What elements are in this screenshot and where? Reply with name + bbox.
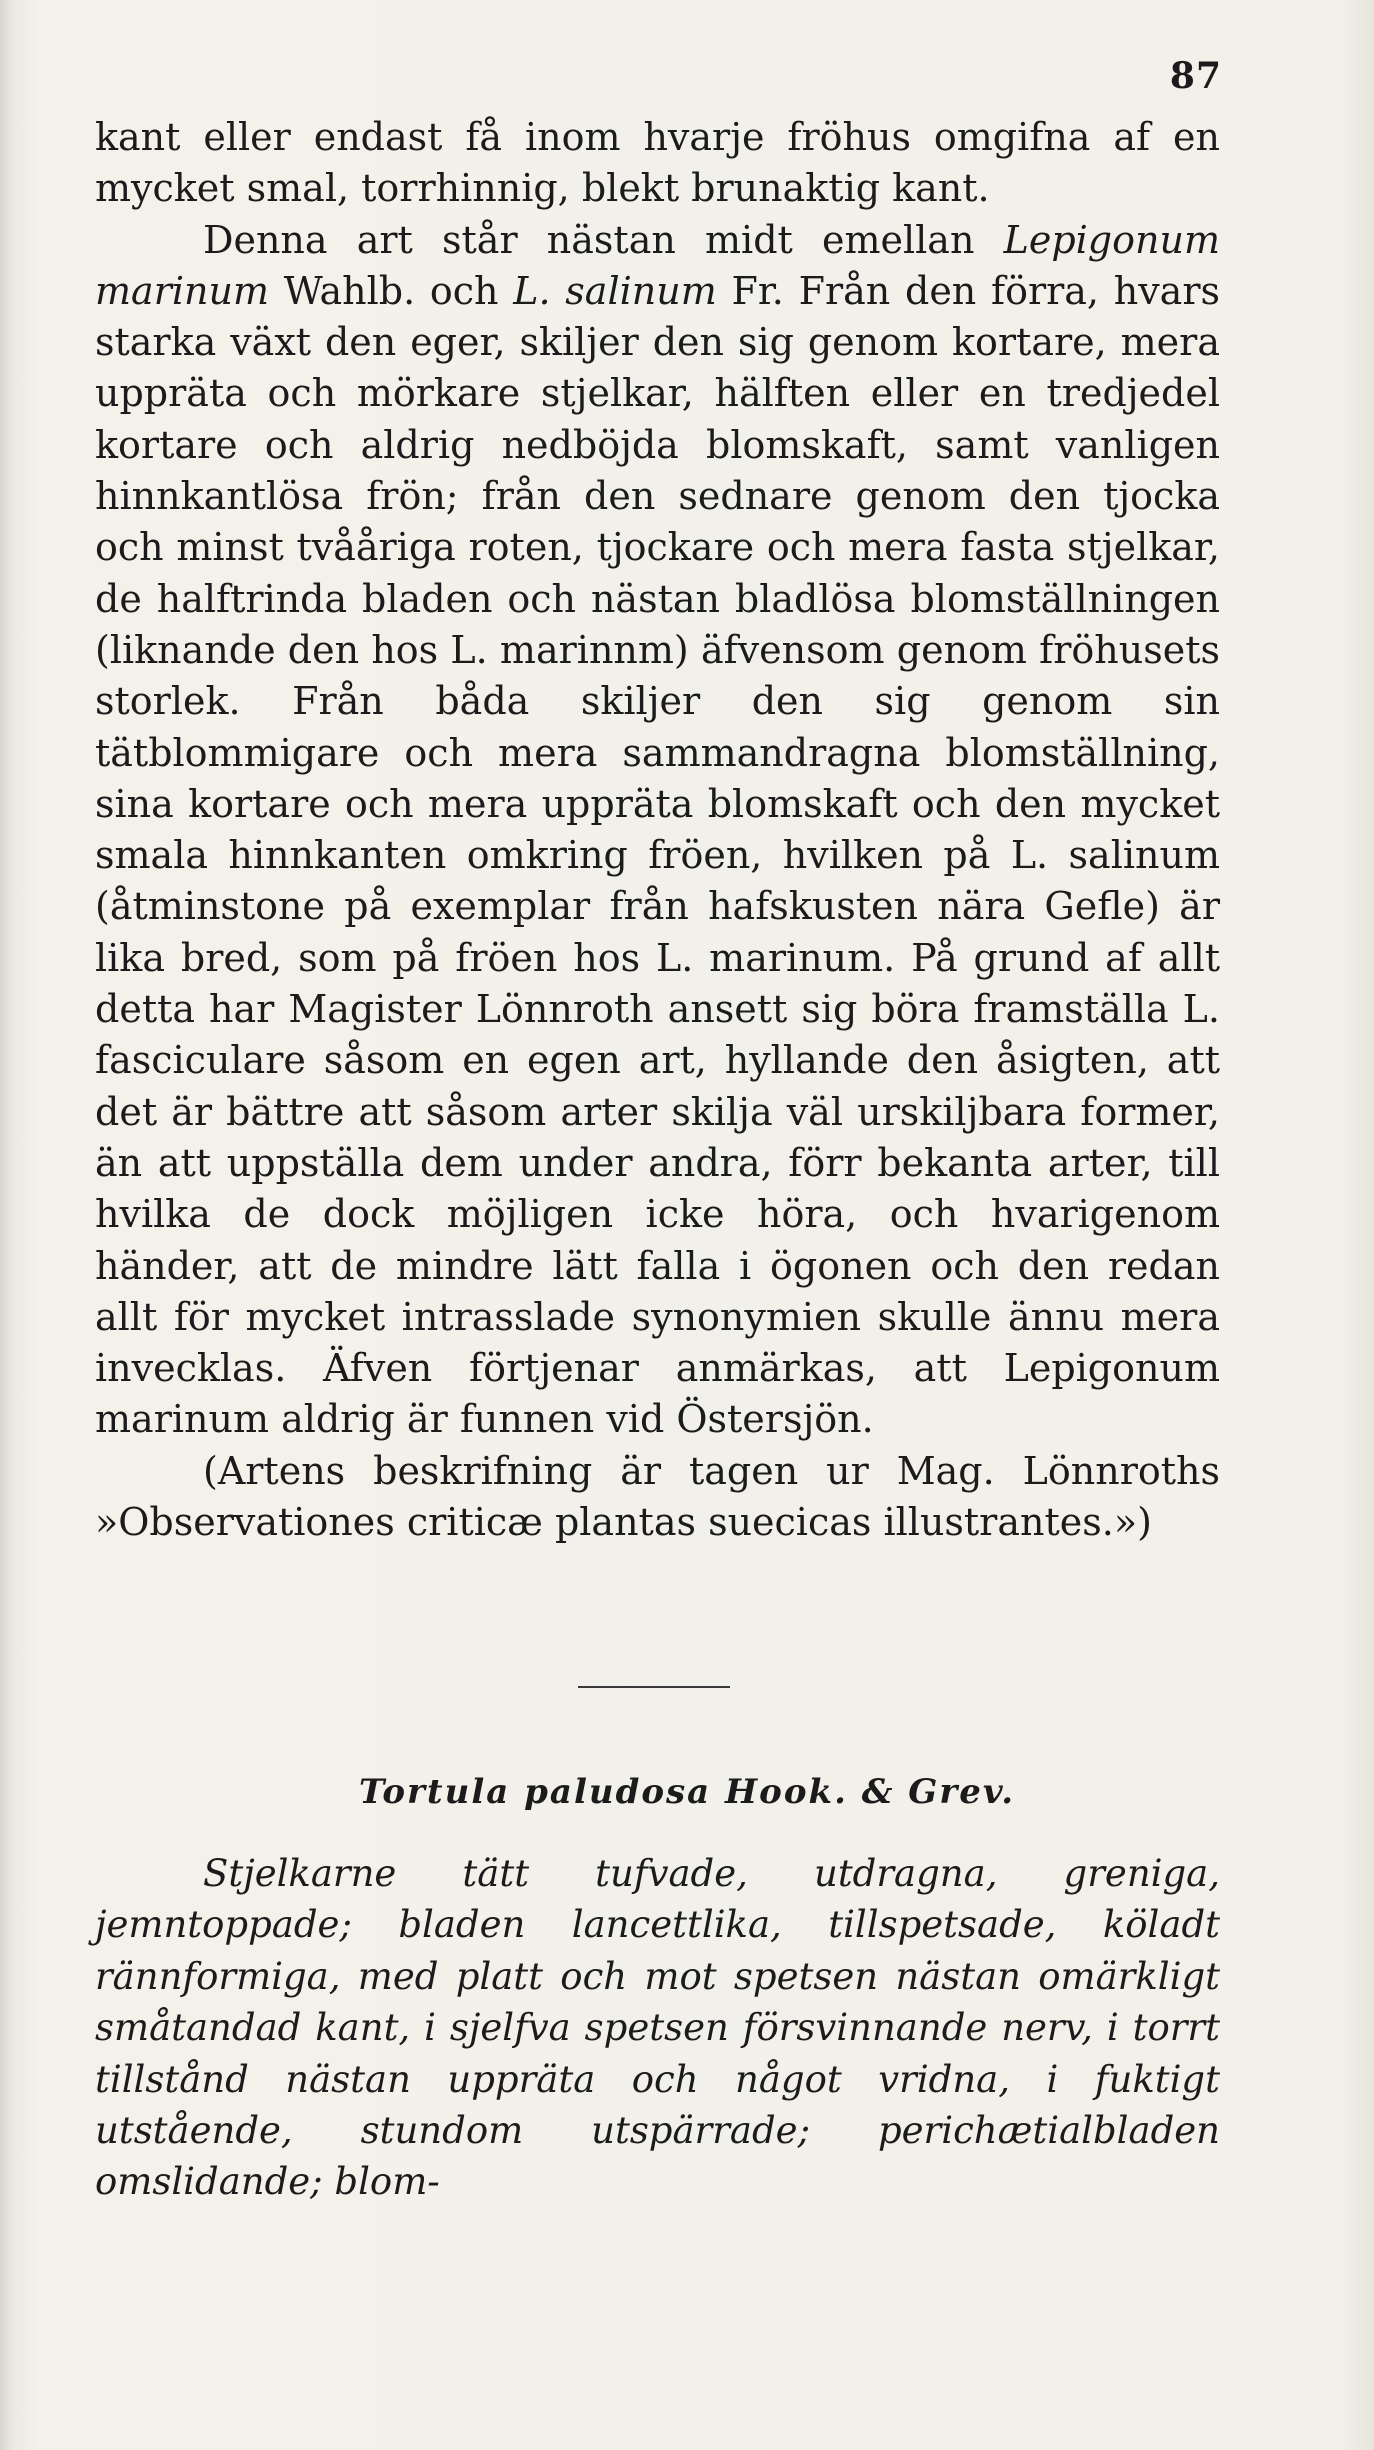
species-heading: Tortula paludosa Hook. & Grev. xyxy=(358,1772,1016,1812)
paragraph-continuation: kant eller endast få inom hvarje fröhus omgifna af en mycket smal, torrhinnig, blekt brunaktig kant. xyxy=(95,115,1220,211)
section-divider xyxy=(578,1686,730,1688)
paragraph-comparison xyxy=(95,215,1220,1446)
page-number: 87 xyxy=(1169,55,1222,97)
description-paragraph: Stjelkarne tätt tufvade, utdragna, greniga, jemntoppade; bladen lancettlika, tillspetsade, köladt rännformiga, med platt och mot spetsen nästan omärkligt småtandad kant, i sjelfva spetsen försvinnande nerv, i torrt tillstånd nästan uppräta och något vridna, i fuktigt utstående, stundom utspärrade; perichætialbladen omslidande; blom- xyxy=(95,1852,1220,2204)
taxon-name: Lepigonum marinum xyxy=(95,217,1220,313)
paragraph-source-note: (Artens beskrifning är tagen ur Mag. Lönnroths »Observationes criticæ plantas suecicas illustrantes.») xyxy=(95,1448,1220,1545)
text-run: Wahlb. och xyxy=(269,268,514,313)
taxon-name: L. salinum xyxy=(513,268,717,313)
text-run: Denna art står nästan midt emellan xyxy=(203,217,1004,262)
main-text xyxy=(95,112,1220,1548)
text-run: Fr. Från den förra, hvars starka växt den eger, skiljer den sig genom kortare, mera uppräta och mörkare stjelkar, hälften eller en tredjedel kortare och aldrig nedböjda blomskaft, samt vanligen hinnkantlösa frön; från den sednare genom den tjocka och minst tvååriga roten, tjockare och mera fasta stjelkar, de halftrinda bladen och nästan bladlösa blomställningen (liknande den hos L. marinnm) äfvensom genom fröhusets storlek. Från båda skiljer den sig genom sin tätblommigare och mera sammandragna blomställning, sina kortare och mera uppräta blomskaft och den mycket smala hinnkanten omkring fröen, hvilken på L. salinum (åtminstone på exemplar från hafskusten nära Gefle) är lika bred, som på fröen hos L. marinum. På grund af allt detta har Magister Lönnroth ansett sig böra framställa L. fasciculare såsom en egen art, hyllande den åsigten, att det är bättre att såsom arter skilja väl urskiljbara former, än att uppställa dem under andra, förr bekanta arter, till hvilka de dock möjligen icke höra, och hvarigenom händer, att de mindre lätt falla i ögonen och den redan allt för mycket intrasslade synonymien skulle ännu mera invecklas. Äfven förtjenar anmärkas, att Lepigonum marinum aldrig är funnen vid Östersjön. xyxy=(95,268,1220,1442)
species-description xyxy=(95,1848,1220,2208)
